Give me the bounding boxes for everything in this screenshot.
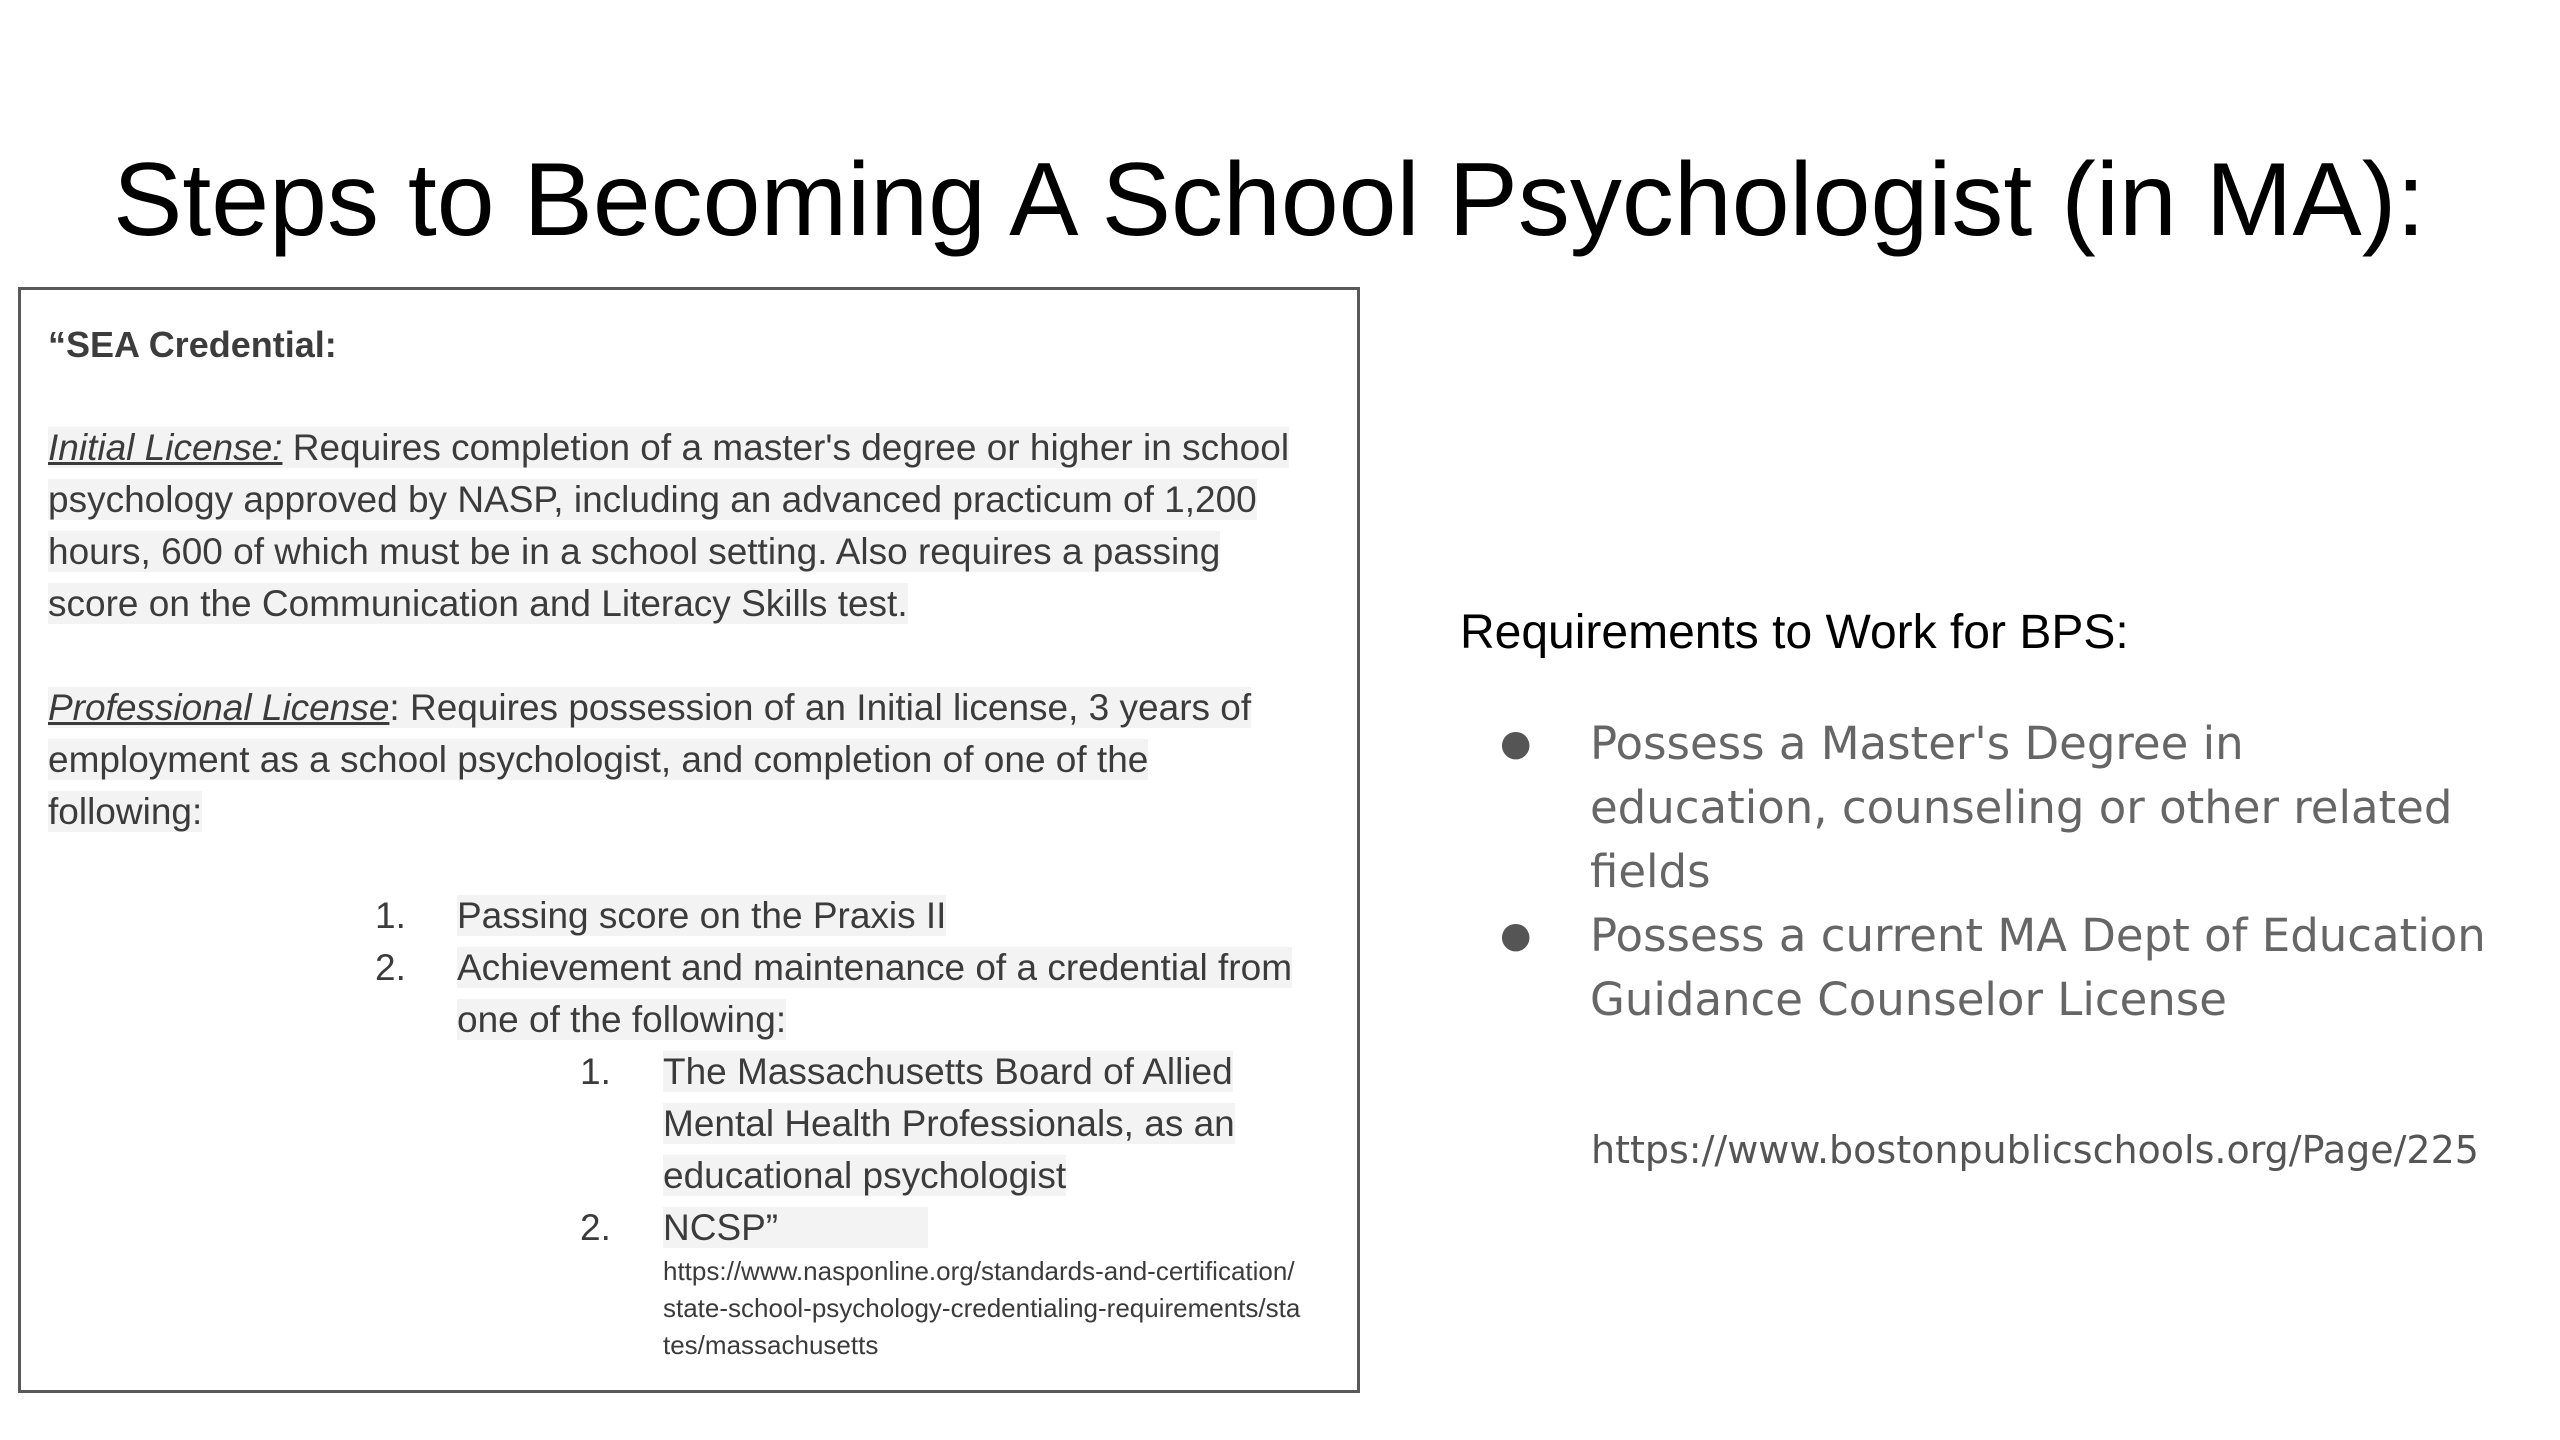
initial-license-line-1: Requires completion of a master's degree or higher in school	[282, 427, 1290, 468]
professional-license-term: Professional License	[48, 687, 390, 728]
bps-source-url: https://www.bostonpublicschools.org/Page/225	[1591, 1128, 2479, 1172]
professional-license-paragraph	[48, 682, 1338, 838]
sublist-item: The Massachusetts Board of Allied Mental Health Professionals, as an educational psychologist	[663, 1051, 1235, 1196]
sublist-number: 1.	[580, 1051, 611, 1092]
professional-license-line-2: employment as a school psychologist, and completion of one of the	[48, 739, 1149, 780]
bps-requirement-text: Possess a current MA Dept of Education Guidance Counselor License	[1590, 909, 2486, 1026]
initial-license-paragraph	[48, 422, 1338, 630]
nasp-source-url: https://www.nasponline.org/standards-and-certification/state-school-psychology-credentialing-requirements/states/massachusetts	[663, 1256, 1301, 1360]
professional-license-line-1: : Requires possession of an Initial license, 3 years of	[389, 687, 1252, 728]
sea-credential-heading: “SEA Credential:	[48, 324, 337, 365]
bullet-icon: ●	[1500, 915, 1532, 956]
bps-requirements-list	[1490, 712, 2490, 1032]
initial-license-term: Initial License:	[48, 427, 283, 468]
bullet-icon: ●	[1500, 723, 1532, 764]
professional-license-line-3: following:	[48, 791, 203, 832]
bps-requirement-item	[1490, 712, 2490, 904]
sublist-number: 2.	[580, 1207, 611, 1248]
initial-license-line-2: psychology approved by NASP, including an advanced practicum of 1,200	[48, 479, 1257, 520]
list-number: 1.	[375, 895, 406, 936]
list-number: 2.	[375, 947, 406, 988]
bps-requirements-heading: Requirements to Work for BPS:	[1460, 606, 2129, 659]
list-item: Passing score on the Praxis II	[457, 895, 947, 936]
slide-title: Steps to Becoming A School Psychologist (in MA):	[113, 142, 2426, 258]
credential-document-box	[18, 287, 1360, 1393]
bps-requirement-text: Possess a Master's Degree in education, counseling or other related fields	[1590, 717, 2453, 898]
initial-license-line-3: hours, 600 of which must be in a school setting. Also requires a passing	[48, 531, 1221, 572]
initial-license-line-4: score on the Communication and Literacy Skills test.	[48, 583, 908, 624]
list-item: Achievement and maintenance of a credential from one of the following:	[457, 947, 1293, 1040]
bps-requirement-item	[1490, 904, 2490, 1032]
sublist-item: NCSP”	[663, 1202, 928, 1254]
